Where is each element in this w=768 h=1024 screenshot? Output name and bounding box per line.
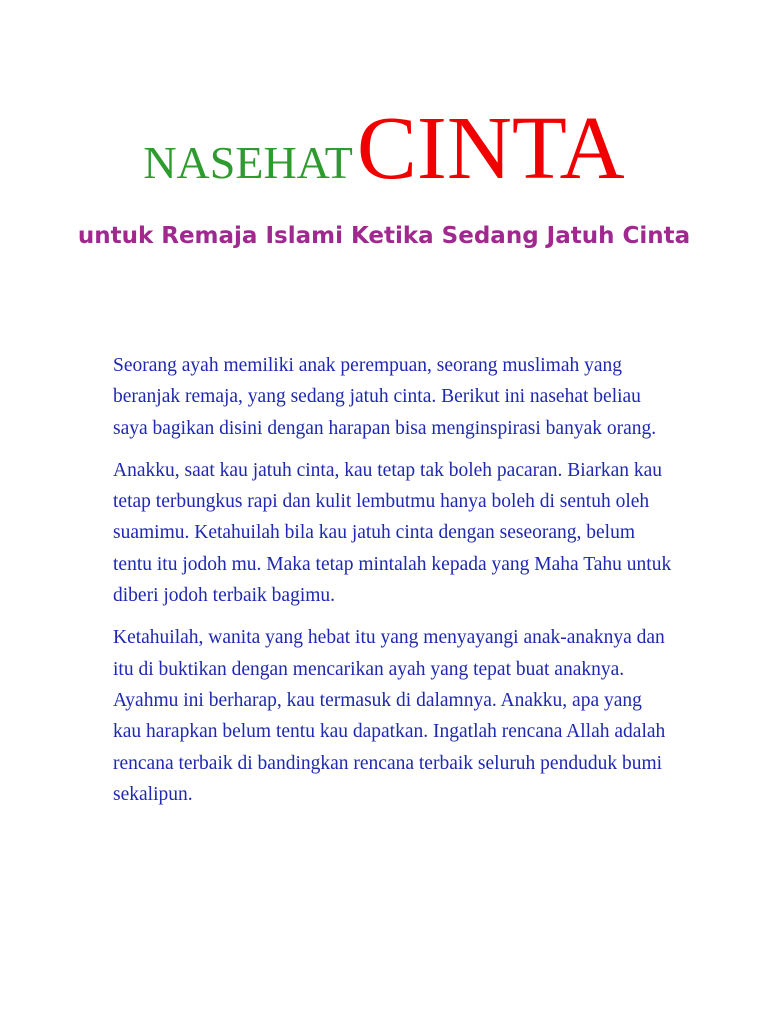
- title-cinta: CINTA: [356, 99, 625, 198]
- paragraph-3: Ketahuilah, wanita yang hebat itu yang menyayangi anak-anaknya dan itu di buktikan dengan mencarikan ayah yang tepat buat anaknya. Ayahmu ini berharap, kau termasuk di dalamnya. Anakku, apa yang kau harapkan belum tentu kau dapatkan. Ingatlah rencana Allah adalah rencana terbaik di bandingkan rencana terbaik seluruh penduduk bumi sekalipun.: [113, 627, 666, 805]
- paragraph-2: Anakku, saat kau jatuh cinta, kau tetap tak boleh pacaran. Biarkan kau tetap terbungkus rapi dan kulit lembutmu hanya boleh di sentuh oleh suamimu. Ketahuilah bila kau jatuh cinta dengan seseorang, belum tentu itu jodoh mu. Maka tetap mintalah kepada yang Maha Tahu untuk diberi jodoh terbaik bagimu.: [113, 459, 672, 607]
- document-body: [113, 350, 673, 821]
- title-nasehat: NASEHAT: [143, 137, 353, 188]
- document-title: [0, 99, 768, 198]
- paragraph-1: Seorang ayah memiliki anak perempuan, seorang muslimah yang beranjak remaja, yang sedang jatuh cinta. Berikut ini nasehat beliau saya bagikan disini dengan harapan bisa menginspirasi banyak orang.: [113, 355, 657, 439]
- document-subtitle: untuk Remaja Islami Ketika Sedang Jatuh Cinta: [77, 223, 691, 249]
